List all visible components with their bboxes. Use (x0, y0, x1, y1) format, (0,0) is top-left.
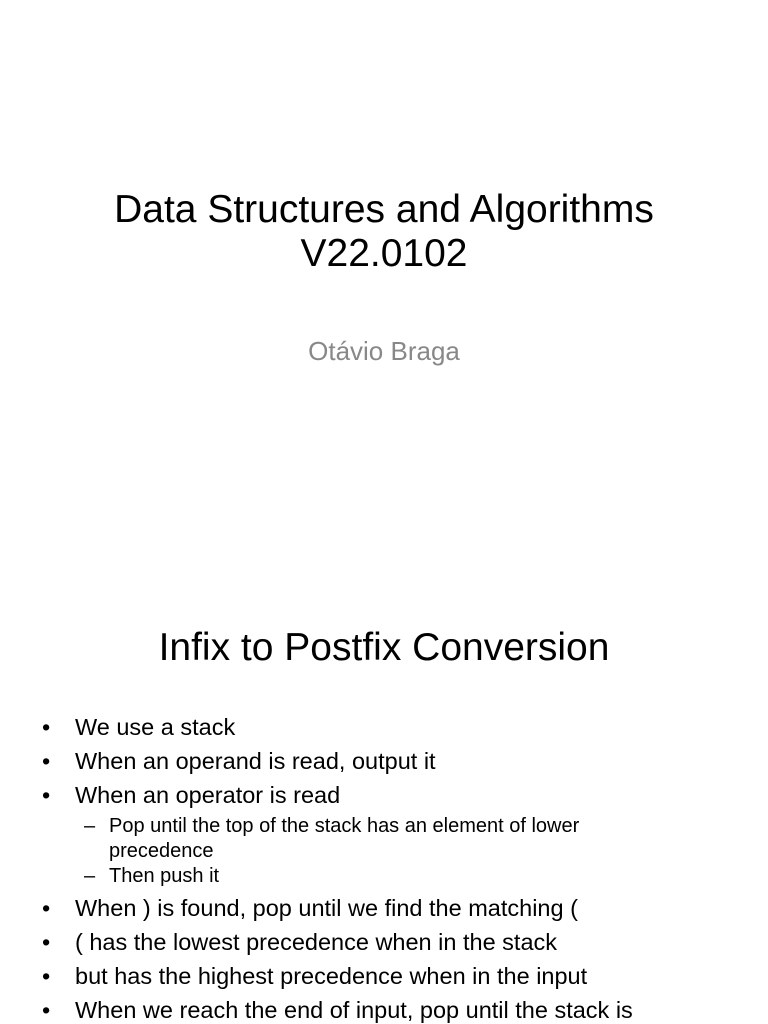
author-name: Otávio Braga (308, 336, 460, 366)
content-slide (0, 576, 768, 1024)
sub-bullet-item (0, 864, 768, 889)
presentation-title-line-2: V22.0102 (300, 232, 468, 275)
presentation-title (0, 188, 768, 276)
sub-bullet-text: Then push it (109, 865, 220, 887)
bullet-text: When we reach the end of input, pop until the stack is (75, 997, 633, 1023)
bullet-list (0, 710, 768, 1024)
bullet-item (0, 959, 768, 993)
bullet-item (0, 891, 768, 925)
bullet-item (0, 925, 768, 959)
bullet-marker: • (42, 714, 51, 740)
bullet-item (0, 710, 768, 744)
bullet-text: but has the highest precedence when in the input (75, 963, 588, 989)
bullet-item (0, 778, 768, 812)
bullet-text: ( has the lowest precedence when in the stack (75, 929, 558, 955)
bullet-marker: • (42, 748, 51, 774)
bullet-marker: • (42, 997, 51, 1023)
bullet-text: When an operand is read, output it (75, 748, 436, 774)
slide-title: Infix to Postfix Conversion (158, 626, 610, 669)
sub-bullet-marker: – (84, 815, 96, 837)
sub-bullet-item (0, 814, 768, 864)
bullet-item (0, 993, 768, 1024)
bullet-marker: • (42, 929, 51, 955)
bullet-text: When an operator is read (75, 782, 341, 808)
presentation-title-line-1: Data Structures and Algorithms (114, 188, 654, 231)
bullet-marker: • (42, 895, 51, 921)
sub-bullet-marker: – (84, 865, 96, 887)
sub-bullet-text: Pop until the top of the stack has an element of lower precedence (109, 815, 580, 862)
bullet-marker: • (42, 782, 51, 808)
bullet-item (0, 744, 768, 778)
bullet-text: We use a stack (75, 714, 236, 740)
bullet-marker: • (42, 963, 51, 989)
bullet-text: When ) is found, pop until we find the matching ( (75, 895, 578, 921)
